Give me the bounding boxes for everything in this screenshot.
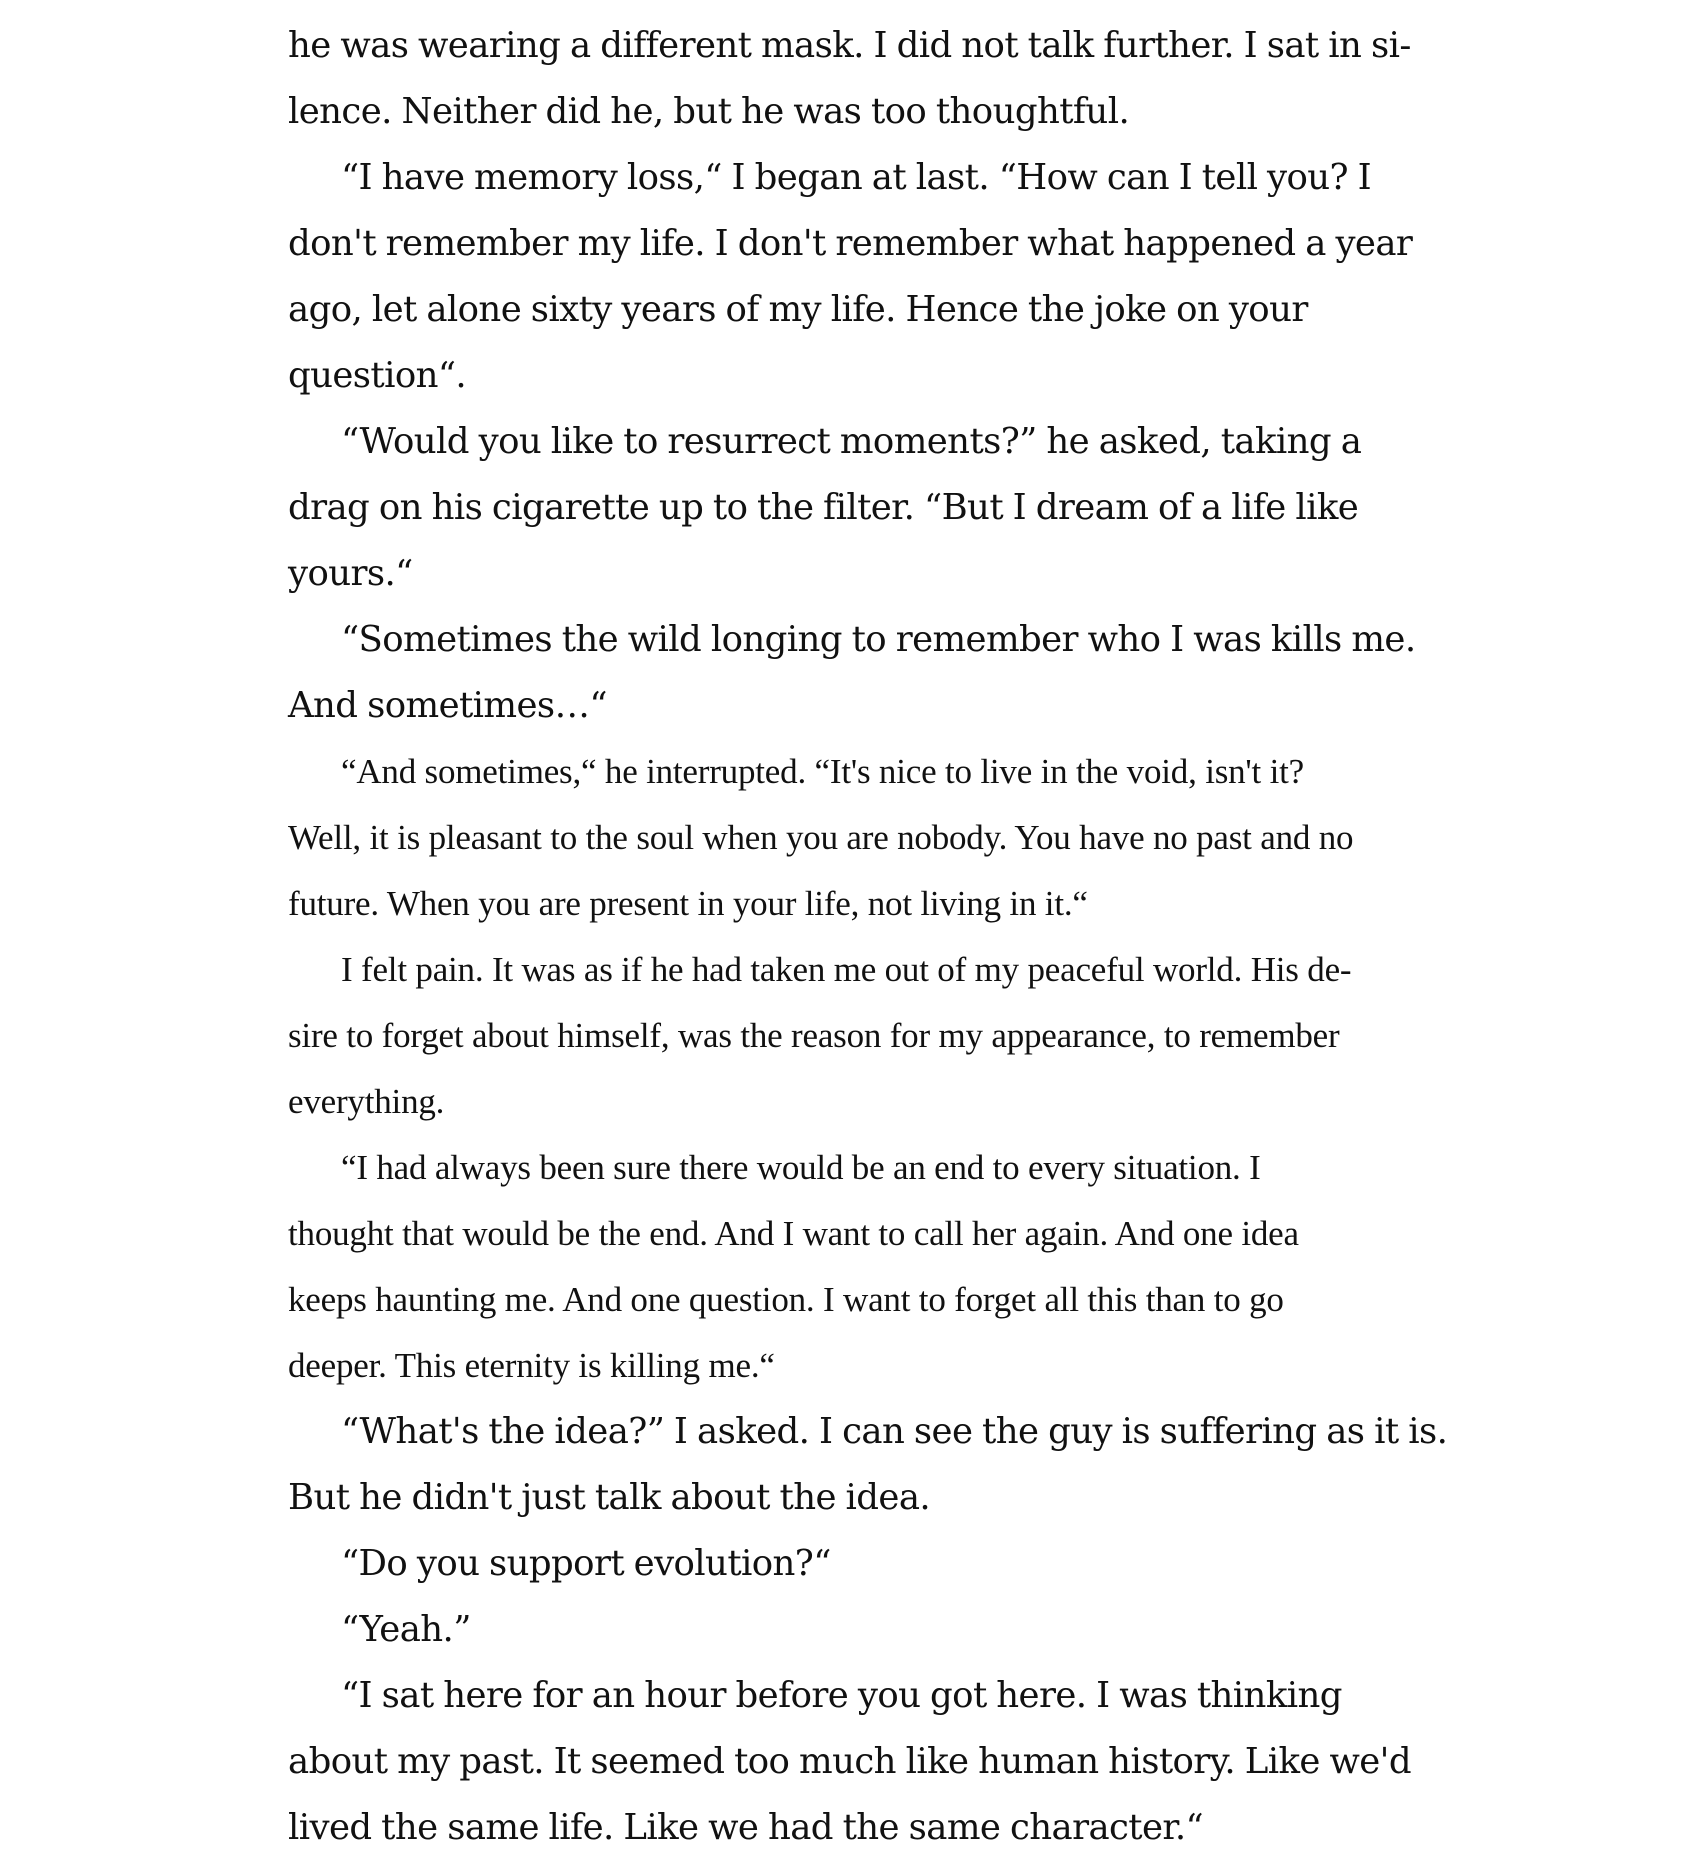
text-line: future. When you are present in your life, not living in it.“: [288, 884, 1088, 923]
text-line: don't remember my life. I don't remember what happened a year: [288, 223, 1413, 264]
text-line: “Do you support evolution?“: [341, 1543, 831, 1584]
text-line: “I sat here for an hour before you got here. I was thinking: [341, 1675, 1342, 1716]
text-line: “I have memory loss,“ I began at last. “How can I tell you? I: [341, 157, 1372, 198]
text-line: keeps haunting me. And one question. I want to forget all this than to go: [288, 1280, 1284, 1319]
text-line: “Would you like to resurrect moments?” he asked, taking a: [341, 421, 1362, 462]
text-line: about my past. It seemed too much like human history. Like we'd: [288, 1741, 1411, 1782]
text-line: And sometimes…“: [288, 685, 607, 726]
text-line: “Sometimes the wild longing to remember who I was kills me.: [341, 619, 1416, 660]
text-line: question“.: [288, 355, 467, 396]
text-line: sire to forget about himself, was the reason for my appearance, to remember: [288, 1016, 1340, 1055]
text-line: But he didn't just talk about the idea.: [288, 1477, 931, 1518]
text-line: “What's the idea?” I asked. I can see the guy is suffering as it is.: [341, 1411, 1448, 1452]
text-line: lived the same life. Like we had the same character.“: [288, 1807, 1204, 1848]
text-line: drag on his cigarette up to the filter. “But I dream of a life like: [288, 487, 1359, 528]
text-line: “And sometimes,“ he interrupted. “It's nice to live in the void, isn't it?: [341, 752, 1304, 791]
text-line: Well, it is pleasant to the soul when you are nobody. You have no past and no: [288, 818, 1354, 857]
text-line: thought that would be the end. And I want to call her again. And one idea: [288, 1214, 1299, 1253]
text-line: yours.“: [288, 553, 413, 594]
text-line: ago, let alone sixty years of my life. Hence the joke on your: [288, 289, 1308, 330]
text-line: I felt pain. It was as if he had taken me out of my peaceful world. His de-: [341, 950, 1352, 989]
text-line: lence. Neither did he, but he was too thoughtful.: [288, 91, 1130, 132]
text-line: deeper. This eternity is killing me.“: [288, 1346, 775, 1385]
text-line: “Yeah.”: [341, 1609, 471, 1650]
text-line: “I had always been sure there would be an end to every situation. I: [341, 1148, 1261, 1187]
text-line: everything.: [288, 1082, 445, 1121]
text-line: he was wearing a different mask. I did not talk further. I sat in si-: [288, 25, 1411, 66]
